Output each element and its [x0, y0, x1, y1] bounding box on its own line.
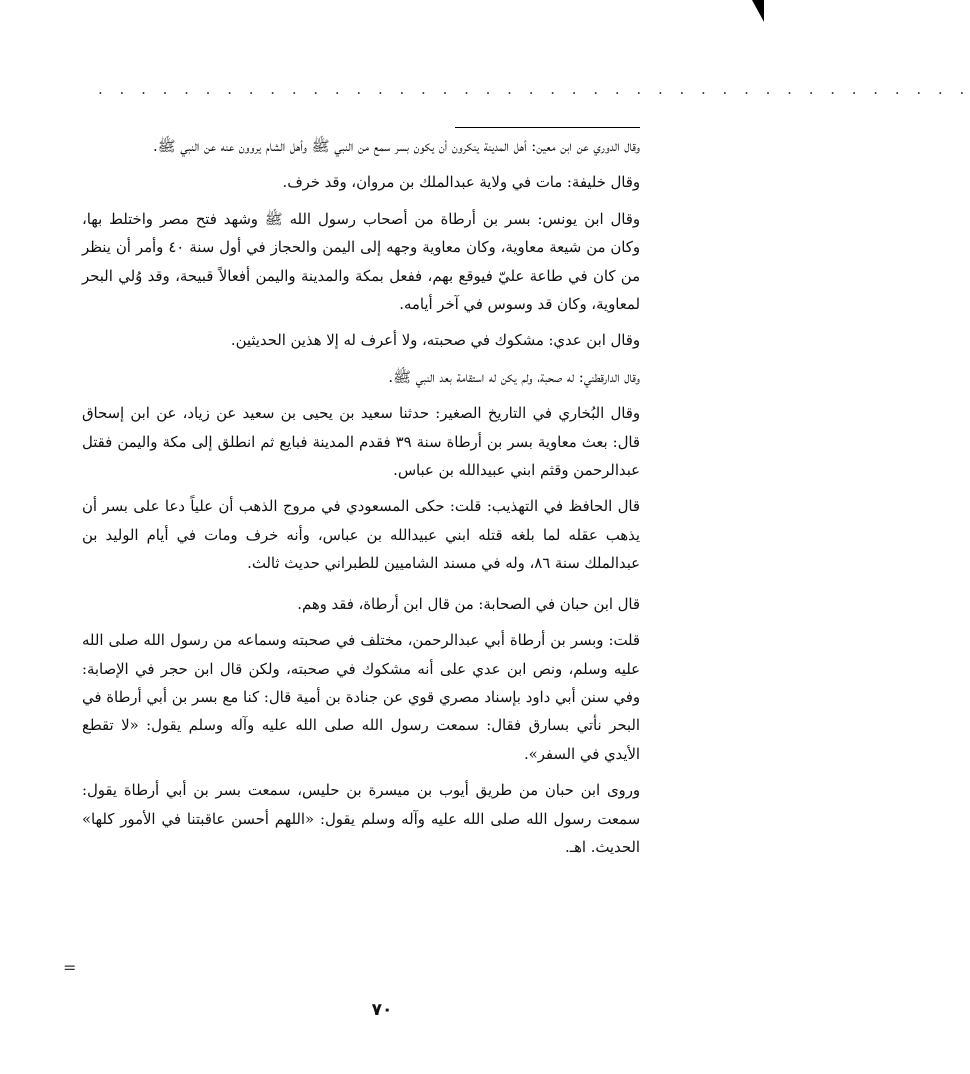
paragraph-qultu: قلت: وبسر بن أرطاة أبي عبدالرحمن، مختلف في صحبته وسماعه من رسول الله صلى الله عليه وسلم، ونص ابن عدي على أنه مشكوك في صحبته، ولكن قال ابن حجر في الإصابة: وفي سنن أبي داود بإسناد مصري قوي عن جنادة بن أمية قال: كنا مع بسر بن أبي أرطاة في البحر نأتي بسارق فقال: سمعت رسول الله صلى الله عليه وآله وسلم يقول: «لا تقطع الأيدي في السفر».	[82, 632, 641, 763]
footnote-body	[82, 133, 640, 870]
paragraph-khalifa: وقال خليفة: مات في ولاية عبدالملك بن مروان، وقد خرف.	[282, 174, 640, 192]
paragraph-ibn-adi: وقال ابن عدي: مشكوك في صحبته، ولا أعرف له إلا هذين الحديثين.	[230, 332, 640, 350]
paragraph-ibn-hibban-riwaya: وروى ابن حبان من طريق أيوب بن ميسرة بن حليس، سمعت بسر بن أبي أرطاة يقول: سمعت رسول الله صلى الله عليه وآله وسلم يقول: «اللهم أحسن عاقبتنا في الأمور كلها» الحديث. اهـ.	[82, 782, 640, 856]
margin-mark: =	[63, 958, 77, 977]
corner-mark	[752, 0, 764, 22]
page-number: ٧٠	[371, 1000, 393, 1020]
paragraph-ibn-hibban-sahaba: قال ابن حبان في الصحابة: من قال ابن أرطاة، فقد وهم.	[297, 595, 640, 613]
paragraph-daraqutni: وقال الدارقطني: له صحبة، ولم يكن له استقامة بعد النبي ﷺ.	[388, 368, 640, 386]
paragraph-doori: وقال الدوري عن ابن معين: أهل المدينة ينكرون أن يكون بسر سمع من النبي ﷺ وأهل الشام يروون عنه عن النبي ﷺ.	[152, 138, 640, 155]
paragraph-bukhari: وقال البُخاري في التاريخ الصغير: حدثنا سعيد بن يحيى بن سعيد عن زياد، عن ابن إسحاق قال: بعث معاوية بسر بن أرطاة سنة ٣٩ فقدم المدينة فبايع ثم انطلق إلى مكة واليمن فقتل عبدالرحمن وقثم ابني عبيدالله بن عباس.	[82, 405, 640, 480]
dotted-separator: . . . . . . . . . . . . . . . . . . . . . . . . . . . . . . . . . . . . . . . . .	[98, 80, 970, 98]
paragraph-hafiz-tahdhib: قال الحافظ في التهذيب: قلت: حكى المسعودي في مروج الذهب أن علياً دعا على بسر أن يذهب عقله لما بلغه قتله ابني عبيدالله بن عباس، وأنه خرف ومات في أيام الوليد بن عبدالملك سنة ٨٦، وله في مسند الشاميين للطبراني حديث ثالث.	[82, 498, 640, 573]
footnote-rule	[455, 127, 640, 128]
paragraph-ibn-yunus: وقال ابن يونس: بسر بن أرطاة من أصحاب رسول الله ﷺ وشهد فتح مصر واختلط بها، وكان من شيعة معاوية، وكان معاوية وجهه إلى اليمن والحجاز في أول سنة ٤٠ وأمر أن ينظر من كان في طاعة عليّ فيوقع بهم، ففعل بمكة والمدينة واليمن أفعالاً قبيحة، وقد وُلي البحر لمعاوية، وكان قد وسوس في آخر أيامه.	[82, 210, 640, 314]
